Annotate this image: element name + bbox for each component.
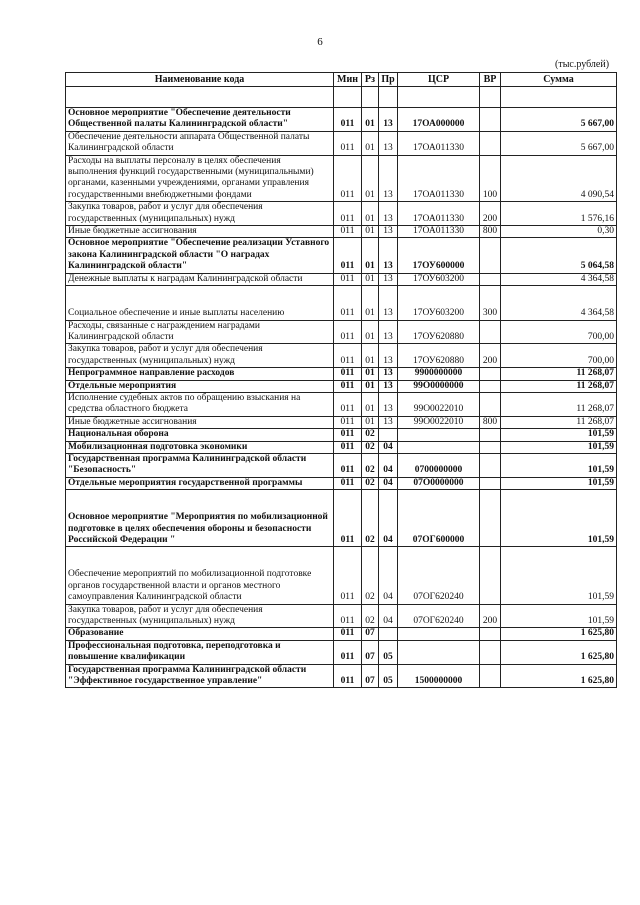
cell-rz: 02	[362, 490, 379, 547]
table-row	[66, 202, 617, 226]
cell-sum: 101,59	[501, 429, 617, 441]
cell-name: Закупка товаров, работ и услуг для обеспечения государственных (муниципальных) нужд	[66, 202, 334, 226]
cell-csr: 17ОУ620880	[398, 344, 480, 368]
cell-sum: 101,59	[501, 547, 617, 604]
cell-name: Государственная программа Калининградской области "Эффективное государственное управление"	[66, 664, 334, 688]
cell-rz: 02	[362, 477, 379, 489]
table-row	[66, 477, 617, 489]
cell-pr: 13	[379, 155, 398, 202]
cell-rz: 01	[362, 368, 379, 380]
cell-vr	[480, 131, 501, 155]
cell-min: 011	[334, 664, 362, 688]
cell-vr	[480, 547, 501, 604]
cell-rz: 07	[362, 664, 379, 688]
table-row	[66, 392, 617, 416]
cell-min: 011	[334, 392, 362, 416]
cell-pr: 13	[379, 202, 398, 226]
cell-vr	[480, 108, 501, 132]
page-number: 6	[317, 36, 323, 48]
cell-rz: 01	[362, 320, 379, 344]
cell-csr: 99О0000000	[398, 380, 480, 392]
cell-vr: 300	[480, 286, 501, 320]
cell-rz: 01	[362, 226, 379, 238]
cell-min: 011	[334, 490, 362, 547]
cell-pr: 04	[379, 547, 398, 604]
cell-csr: 1500000000	[398, 664, 480, 688]
cell-csr: 9900000000	[398, 368, 480, 380]
cell-pr: 13	[379, 273, 398, 285]
cell-name: Основное мероприятие "Обеспечение деятельности Общественной палаты Калининградской области"	[66, 108, 334, 132]
cell-pr: 13	[379, 392, 398, 416]
table-row	[66, 368, 617, 380]
cell-min: 011	[334, 453, 362, 477]
cell-name: Исполнение судебных актов по обращению взыскания на средства областного бюджета	[66, 392, 334, 416]
cell-vr: 100	[480, 155, 501, 202]
cell-csr: 17ОА011330	[398, 202, 480, 226]
cell-name: Профессиональная подготовка, переподготовка и повышение квалификации	[66, 640, 334, 664]
cell-min: 011	[334, 547, 362, 604]
header-row	[66, 73, 617, 87]
cell-name: Иные бюджетные ассигнования	[66, 416, 334, 428]
cell-vr	[480, 441, 501, 453]
table-row	[66, 131, 617, 155]
cell-vr	[480, 238, 501, 273]
cell-csr: 99О0022010	[398, 416, 480, 428]
cell-vr: 800	[480, 416, 501, 428]
cell-min: 011	[334, 368, 362, 380]
cell-csr: 17ОУ600000	[398, 238, 480, 273]
cell-csr	[398, 441, 480, 453]
table-row	[66, 416, 617, 428]
cell-sum: 101,59	[501, 490, 617, 547]
cell-csr: 17ОУ603200	[398, 273, 480, 285]
header-rz: Рз	[362, 73, 379, 87]
header-name: Наименование кода	[66, 73, 334, 87]
cell-rz: 01	[362, 273, 379, 285]
cell-csr	[398, 429, 480, 441]
cell-sum: 11 268,07	[501, 392, 617, 416]
cell-rz: 02	[362, 429, 379, 441]
cell-min: 011	[334, 628, 362, 640]
cell-csr: 0700000000	[398, 453, 480, 477]
cell-csr	[398, 628, 480, 640]
cell-pr: 13	[379, 380, 398, 392]
cell-name: Отдельные мероприятия государственной программы	[66, 477, 334, 489]
cell-sum: 4 364,58	[501, 273, 617, 285]
table-row	[66, 344, 617, 368]
cell-sum: 101,59	[501, 604, 617, 628]
table-row	[66, 628, 617, 640]
table-row	[66, 490, 617, 547]
cell-name: Основное мероприятие "Мероприятия по мобилизационной подготовке в целях обеспечения обороны и безопасности Российской Федерации "	[66, 490, 334, 547]
blank-row	[66, 87, 617, 108]
cell-min: 011	[334, 108, 362, 132]
cell-rz: 02	[362, 547, 379, 604]
cell-csr: 17ОА011330	[398, 226, 480, 238]
cell-min: 011	[334, 202, 362, 226]
budget-table	[65, 72, 617, 688]
cell-rz: 01	[362, 131, 379, 155]
cell-sum: 700,00	[501, 344, 617, 368]
cell-name: Основное мероприятие "Обеспечение реализации Уставного закона Калининградской области "О наградах Калининградской области"	[66, 238, 334, 273]
table-row	[66, 155, 617, 202]
cell-name: Непрограммное направление расходов	[66, 368, 334, 380]
cell-min: 011	[334, 416, 362, 428]
cell-sum: 1 576,16	[501, 202, 617, 226]
cell-vr	[480, 664, 501, 688]
cell-name: Закупка товаров, работ и услуг для обеспечения государственных (муниципальных) нужд	[66, 604, 334, 628]
cell-sum: 4 364,58	[501, 286, 617, 320]
cell-vr	[480, 320, 501, 344]
cell-vr	[480, 273, 501, 285]
cell-vr	[480, 490, 501, 547]
cell-csr: 07ОГ600000	[398, 490, 480, 547]
cell-sum: 5 667,00	[501, 108, 617, 132]
cell-sum: 101,59	[501, 453, 617, 477]
cell-sum: 1 625,80	[501, 640, 617, 664]
cell-name: Социальное обеспечение и иные выплаты населению	[66, 286, 334, 320]
table-row	[66, 380, 617, 392]
cell-rz: 01	[362, 108, 379, 132]
cell-pr: 05	[379, 640, 398, 664]
cell-sum: 5 667,00	[501, 131, 617, 155]
cell-sum: 1 625,80	[501, 628, 617, 640]
table-row	[66, 238, 617, 273]
cell-name: Обеспечение мероприятий по мобилизационной подготовке органов государственной власти и органов местного самоуправления Калининградской области	[66, 547, 334, 604]
cell-name: Мобилизационная подготовка экономики	[66, 441, 334, 453]
cell-pr: 04	[379, 604, 398, 628]
cell-vr	[480, 368, 501, 380]
cell-vr: 200	[480, 344, 501, 368]
cell-name: Расходы на выплаты персоналу в целях обеспечения выполнения функций государственными (муниципальными) органами, казенными учреждениями, органами управления государственными внебюджетными фондами	[66, 155, 334, 202]
cell-rz: 01	[362, 392, 379, 416]
table-row	[66, 664, 617, 688]
cell-pr: 04	[379, 490, 398, 547]
cell-vr	[480, 429, 501, 441]
cell-pr: 13	[379, 108, 398, 132]
cell-csr: 07О0000000	[398, 477, 480, 489]
cell-pr: 13	[379, 320, 398, 344]
cell-rz: 02	[362, 453, 379, 477]
cell-pr: 13	[379, 416, 398, 428]
cell-sum: 11 268,07	[501, 368, 617, 380]
cell-min: 011	[334, 226, 362, 238]
cell-rz: 01	[362, 155, 379, 202]
cell-vr: 800	[480, 226, 501, 238]
cell-csr: 07ОГ620240	[398, 604, 480, 628]
table-row	[66, 108, 617, 132]
cell-sum: 101,59	[501, 477, 617, 489]
table-row	[66, 547, 617, 604]
cell-rz: 01	[362, 344, 379, 368]
table-body	[66, 87, 617, 688]
cell-min: 011	[334, 131, 362, 155]
header-vr: ВР	[480, 73, 501, 87]
cell-csr: 17ОА011330	[398, 155, 480, 202]
cell-name: Закупка товаров, работ и услуг для обеспечения государственных (муниципальных) нужд	[66, 344, 334, 368]
cell-pr: 04	[379, 453, 398, 477]
units-label: (тыс.рублей)	[555, 59, 610, 70]
cell-csr: 17ОА000000	[398, 108, 480, 132]
cell-sum: 11 268,07	[501, 416, 617, 428]
table-row	[66, 286, 617, 320]
cell-sum: 11 268,07	[501, 380, 617, 392]
cell-min: 011	[334, 604, 362, 628]
cell-name: Иные бюджетные ассигнования	[66, 226, 334, 238]
cell-vr	[480, 477, 501, 489]
cell-csr: 07ОГ620240	[398, 547, 480, 604]
cell-rz: 01	[362, 286, 379, 320]
cell-min: 011	[334, 273, 362, 285]
cell-vr: 200	[480, 202, 501, 226]
table-row	[66, 453, 617, 477]
cell-pr	[379, 628, 398, 640]
cell-min: 011	[334, 155, 362, 202]
cell-pr: 13	[379, 368, 398, 380]
cell-name: Образование	[66, 628, 334, 640]
header-min: Мин	[334, 73, 362, 87]
cell-pr	[379, 429, 398, 441]
cell-min: 011	[334, 380, 362, 392]
cell-name: Обеспечение деятельности аппарата Общественной палаты Калининградской области	[66, 131, 334, 155]
cell-rz: 07	[362, 640, 379, 664]
cell-sum: 0,30	[501, 226, 617, 238]
cell-csr: 99О0022010	[398, 392, 480, 416]
cell-min: 011	[334, 238, 362, 273]
table-row	[66, 640, 617, 664]
table-row	[66, 273, 617, 285]
cell-rz: 01	[362, 202, 379, 226]
cell-min: 011	[334, 320, 362, 344]
cell-rz: 07	[362, 628, 379, 640]
cell-pr: 13	[379, 286, 398, 320]
cell-sum: 4 090,54	[501, 155, 617, 202]
cell-csr	[398, 640, 480, 664]
cell-pr: 05	[379, 664, 398, 688]
cell-name: Расходы, связанные с награждением наградами Калининградской области	[66, 320, 334, 344]
cell-pr: 04	[379, 477, 398, 489]
cell-csr: 17ОУ620880	[398, 320, 480, 344]
cell-vr	[480, 628, 501, 640]
header-sum: Сумма	[501, 73, 617, 87]
cell-name: Государственная программа Калининградской области "Безопасность"	[66, 453, 334, 477]
cell-pr: 13	[379, 238, 398, 273]
cell-min: 011	[334, 344, 362, 368]
cell-sum: 700,00	[501, 320, 617, 344]
cell-rz: 02	[362, 604, 379, 628]
cell-rz: 01	[362, 238, 379, 273]
cell-rz: 02	[362, 441, 379, 453]
cell-min: 011	[334, 429, 362, 441]
cell-rz: 01	[362, 416, 379, 428]
cell-min: 011	[334, 640, 362, 664]
cell-min: 011	[334, 441, 362, 453]
cell-pr: 13	[379, 226, 398, 238]
cell-vr	[480, 640, 501, 664]
cell-rz: 01	[362, 380, 379, 392]
cell-pr: 13	[379, 131, 398, 155]
cell-name: Отдельные мероприятия	[66, 380, 334, 392]
cell-name: Денежные выплаты к наградам Калининградской области	[66, 273, 334, 285]
cell-csr: 17ОА011330	[398, 131, 480, 155]
table-row	[66, 226, 617, 238]
cell-pr: 13	[379, 344, 398, 368]
cell-vr: 200	[480, 604, 501, 628]
cell-vr	[480, 392, 501, 416]
cell-min: 011	[334, 286, 362, 320]
cell-vr	[480, 380, 501, 392]
table-row	[66, 429, 617, 441]
header-pr: Пр	[379, 73, 398, 87]
cell-vr	[480, 453, 501, 477]
cell-name: Национальная оборона	[66, 429, 334, 441]
table-row	[66, 320, 617, 344]
cell-sum: 5 064,58	[501, 238, 617, 273]
cell-pr: 04	[379, 441, 398, 453]
header-csr: ЦСР	[398, 73, 480, 87]
table-row	[66, 604, 617, 628]
cell-sum: 101,59	[501, 441, 617, 453]
cell-csr: 17ОУ603200	[398, 286, 480, 320]
cell-min: 011	[334, 477, 362, 489]
cell-sum: 1 625,80	[501, 664, 617, 688]
table-row	[66, 441, 617, 453]
